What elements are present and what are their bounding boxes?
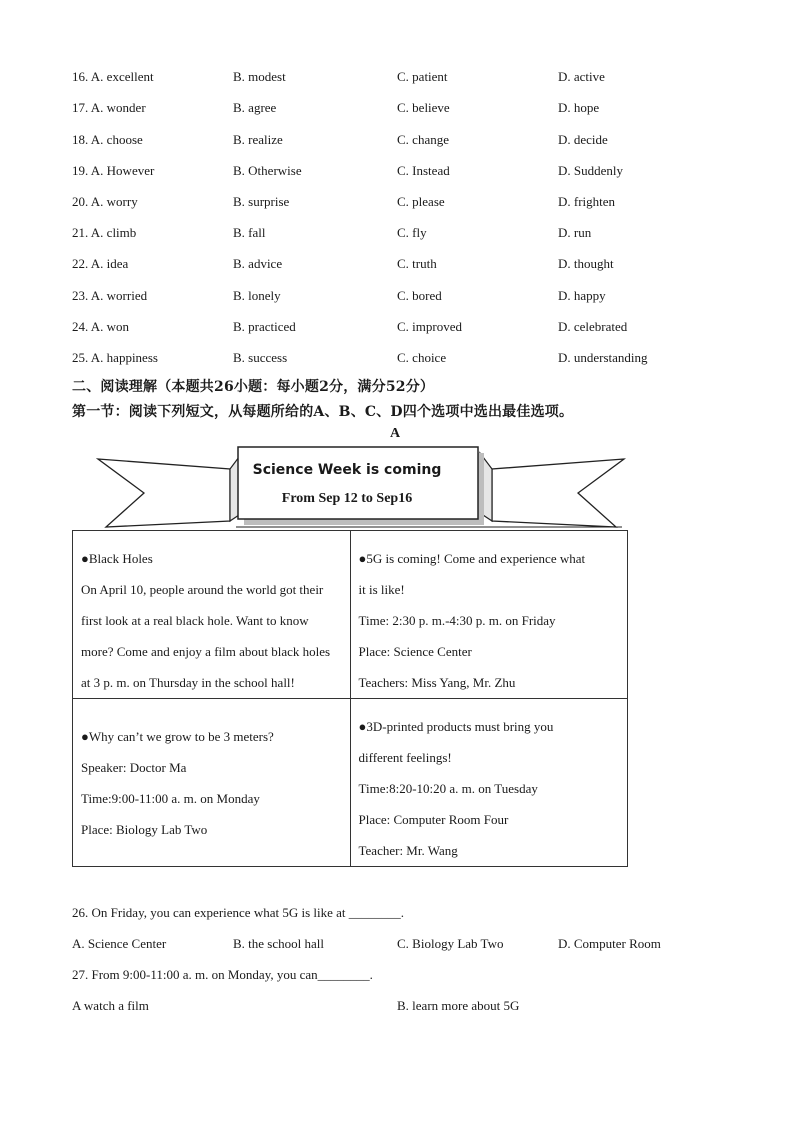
option-d: D. Suddenly xyxy=(558,163,623,178)
question-option-a: 21. A. climb xyxy=(72,225,137,240)
event-line: at 3 p. m. on Thursday in the school hall! xyxy=(81,675,295,690)
question-option-a: 17. A. wonder xyxy=(72,100,146,115)
question-26-stem: 26. On Friday, you can experience what 5G is like at ________. xyxy=(72,905,405,920)
option-b: B. lonely xyxy=(233,288,281,303)
q27-option-b: B. learn more about 5G xyxy=(397,998,520,1013)
event-line: ●5G is coming! Come and experience what xyxy=(358,551,586,566)
option-d: D. understanding xyxy=(558,350,648,365)
mcq-row-19 xyxy=(72,163,732,183)
option-c: C. improved xyxy=(397,319,462,334)
events-table xyxy=(72,530,628,867)
event-line: ●Black Holes xyxy=(81,551,153,566)
event-line: Time:9:00-11:00 a. m. on Monday xyxy=(81,791,260,806)
option-c: C. please xyxy=(397,194,445,209)
event-line: different feelings! xyxy=(358,750,452,765)
option-c: C. fly xyxy=(397,225,427,240)
question-option-a: 18. A. choose xyxy=(72,132,143,147)
event-line: Place: Computer Room Four xyxy=(358,812,509,827)
mcq-row-16 xyxy=(72,69,732,89)
section-title: 二、阅读理解（本题共26小题：每小题2分，满分52分） xyxy=(72,379,435,395)
mcq-row-21 xyxy=(72,225,732,245)
event-cell-grow xyxy=(73,699,351,867)
option-d: D. decide xyxy=(558,132,608,147)
event-line: Time:8:20-10:20 a. m. on Tuesday xyxy=(358,781,538,796)
event-line: first look at a real black hole. Want to know xyxy=(81,613,309,628)
question-option-a: 25. A. happiness xyxy=(72,350,158,365)
option-c: C. believe xyxy=(397,100,450,115)
question-option-a: 19. A. However xyxy=(72,163,155,178)
option-d: D. active xyxy=(558,69,605,84)
event-line: Place: Biology Lab Two xyxy=(81,822,208,837)
option-d: D. happy xyxy=(558,288,606,303)
mcq-row-24 xyxy=(72,319,732,339)
option-d: D. thought xyxy=(558,256,614,271)
option-b: B. practiced xyxy=(233,319,296,334)
option-c: C. Instead xyxy=(397,163,450,178)
option-c: C. choice xyxy=(397,350,447,365)
question-option-a: 22. A. idea xyxy=(72,256,129,271)
question-27-stem: 27. From 9:00-11:00 a. m. on Monday, you can________. xyxy=(72,967,373,982)
ribbon-banner xyxy=(96,443,626,533)
mcq-row-23 xyxy=(72,288,732,308)
event-line: ●Why can’t we grow to be 3 meters? xyxy=(81,729,274,744)
event-cell-5g xyxy=(350,531,628,699)
option-b: B. agree xyxy=(233,100,277,115)
mcq-row-25 xyxy=(72,350,732,370)
question-option-a: 20. A. worry xyxy=(72,194,138,209)
q26-option-d: D. Computer Room xyxy=(558,936,661,951)
q26-option-c: C. Biology Lab Two xyxy=(397,936,504,951)
event-line: more? Come and enjoy a film about black holes xyxy=(81,644,331,659)
banner-date: From Sep 12 to Sep16 xyxy=(281,491,413,506)
option-c: C. truth xyxy=(397,256,437,271)
option-b: B. realize xyxy=(233,132,283,147)
banner-title: Science Week is coming xyxy=(252,462,442,478)
option-c: C. change xyxy=(397,132,449,147)
question-option-a: 24. A. won xyxy=(72,319,130,334)
option-d: D. frighten xyxy=(558,194,616,209)
mcq-row-17 xyxy=(72,100,732,120)
option-c: C. patient xyxy=(397,69,448,84)
event-line: ●3D-printed products must bring you xyxy=(358,719,554,734)
subsection-title: 第一节：阅读下列短文，从每题所给的A、B、C、D四个选项中选出最佳选项。 xyxy=(72,404,574,420)
option-b: B. fall xyxy=(233,225,266,240)
event-line: Speaker: Doctor Ma xyxy=(81,760,187,775)
option-b: B. Otherwise xyxy=(233,163,302,178)
option-b: B. success xyxy=(233,350,288,365)
passage-label: A xyxy=(390,426,401,441)
event-line: Time: 2:30 p. m.-4:30 p. m. on Friday xyxy=(358,613,556,628)
event-line: Teachers: Miss Yang, Mr. Zhu xyxy=(358,675,516,690)
mcq-row-18 xyxy=(72,132,732,152)
event-line: Teacher: Mr. Wang xyxy=(358,843,458,858)
q26-option-a: A. Science Center xyxy=(72,936,167,951)
option-d: D. run xyxy=(558,225,592,240)
option-d: D. hope xyxy=(558,100,600,115)
question-option-a: 23. A. worried xyxy=(72,288,148,303)
option-c: C. bored xyxy=(397,288,442,303)
event-cell-black-holes xyxy=(73,531,351,699)
mcq-row-20 xyxy=(72,194,732,214)
option-b: B. advice xyxy=(233,256,283,271)
option-b: B. surprise xyxy=(233,194,290,209)
event-cell-3d-printed xyxy=(350,699,628,867)
event-line: On April 10, people around the world got their xyxy=(81,582,324,597)
event-line: it is like! xyxy=(358,582,405,597)
option-d: D. celebrated xyxy=(558,319,628,334)
mcq-row-22 xyxy=(72,256,732,276)
event-line: Place: Science Center xyxy=(358,644,472,659)
q26-option-b: B. the school hall xyxy=(233,936,324,951)
option-b: B. modest xyxy=(233,69,286,84)
question-option-a: 16. A. excellent xyxy=(72,69,154,84)
q27-option-a: A watch a film xyxy=(72,998,149,1013)
